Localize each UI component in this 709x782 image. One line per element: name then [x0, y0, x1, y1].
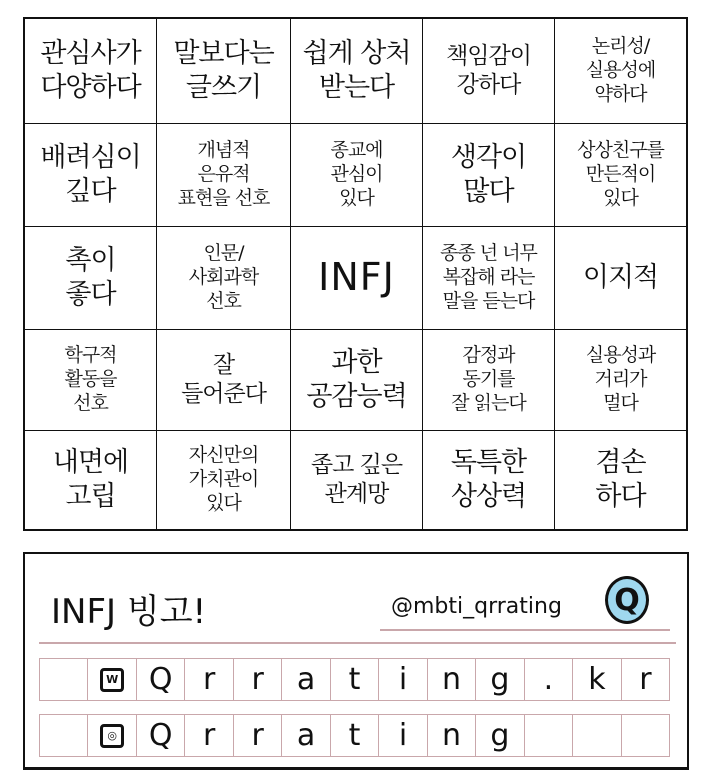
- bingo-cell[interactable]: [423, 124, 555, 227]
- letter-box: i: [379, 659, 427, 700]
- cell-line: 쉽게 상처: [302, 38, 411, 70]
- cell-line: 다양하다: [40, 72, 141, 103]
- cell-line: 있다: [206, 491, 241, 514]
- bingo-cell[interactable]: [423, 330, 555, 431]
- cell-line: 거리가: [594, 368, 647, 391]
- cell-line: 논리성/: [591, 35, 650, 58]
- bingo-cell[interactable]: [291, 124, 423, 227]
- cell-line: 종교에: [330, 139, 383, 162]
- letter-box: r: [234, 659, 282, 700]
- cell-line: 있다: [603, 186, 638, 209]
- cell-line: 내면에: [52, 447, 129, 479]
- letter-box: [525, 715, 573, 756]
- cell-line: 감정과: [462, 344, 515, 367]
- letter-box: r: [234, 715, 282, 756]
- bingo-cell[interactable]: [25, 330, 157, 431]
- bingo-cell[interactable]: [25, 227, 157, 330]
- letter-box: g: [476, 659, 524, 700]
- cell-line: 있다: [339, 186, 374, 209]
- bingo-cell[interactable]: [423, 431, 555, 529]
- letter-box: r: [185, 715, 233, 756]
- bingo-cell[interactable]: [423, 227, 555, 330]
- letter-box: .: [525, 659, 573, 700]
- letter-box: [88, 659, 136, 700]
- bingo-cell[interactable]: [555, 227, 686, 330]
- letter-box: [573, 715, 621, 756]
- cell-line: 들어준다: [181, 381, 266, 407]
- cell-line: 인문/: [203, 242, 244, 265]
- cell-line: 좋다: [65, 279, 116, 310]
- cell-line: 활동을: [64, 368, 117, 391]
- bingo-cell[interactable]: [25, 19, 157, 124]
- letter-box: t: [331, 659, 379, 700]
- letter-box: k: [573, 659, 621, 700]
- letter-box: [88, 715, 136, 756]
- letter-box: g: [476, 715, 524, 756]
- instagram-icon: ◎: [100, 724, 124, 748]
- letter-box: [40, 659, 88, 700]
- cell-line: 고립: [65, 481, 116, 512]
- cell-line: 좁고 깊은: [310, 452, 403, 479]
- cell-line: 책임감이: [446, 43, 531, 70]
- cell-line: 선호: [206, 289, 241, 312]
- cell-line: 자신만의: [188, 444, 259, 467]
- cell-line: 겸손: [595, 447, 646, 479]
- bingo-cell[interactable]: [25, 431, 157, 529]
- cell-line: 실용성과: [585, 344, 656, 367]
- cell-line: 멀다: [603, 391, 638, 414]
- letter-box: r: [185, 659, 233, 700]
- bingo-cell[interactable]: [555, 330, 686, 431]
- bingo-cell[interactable]: [157, 431, 291, 529]
- cell-line: 촉이: [65, 245, 116, 277]
- cell-line: 많다: [463, 176, 514, 207]
- bingo-cell[interactable]: [25, 124, 157, 227]
- letter-box: a: [282, 715, 330, 756]
- instagram-row: [39, 714, 670, 757]
- cell-line: 상상력: [450, 481, 527, 512]
- cell-line: 만든적이: [585, 163, 656, 186]
- cell-line: INFJ: [318, 255, 395, 300]
- cell-line: 선호: [73, 391, 108, 414]
- cell-line: 상상친구를: [577, 139, 664, 162]
- cell-line: 하다: [595, 481, 646, 512]
- cell-line: 가치관이: [188, 468, 259, 491]
- cell-line: 종종 넌 너무: [440, 242, 537, 265]
- letter-box: Q: [137, 715, 185, 756]
- cell-line: 개념적: [197, 139, 250, 162]
- bingo-cell[interactable]: [423, 19, 555, 124]
- letter-box: [40, 715, 88, 756]
- bingo-cell[interactable]: [291, 431, 423, 529]
- cell-line: 약하다: [594, 82, 647, 105]
- cell-line: 글쓰기: [185, 72, 262, 103]
- cell-line: 말보다는: [173, 38, 274, 70]
- cell-line: 배려심이: [40, 142, 141, 174]
- cell-line: 동기를: [462, 368, 515, 391]
- cell-line: 관심사가: [40, 38, 141, 70]
- cell-line: 공감능력: [306, 381, 407, 412]
- cell-line: 학구적: [64, 344, 117, 367]
- cell-line: 말을 듣는다: [442, 289, 535, 312]
- bingo-title: INFJ 빙고!: [51, 592, 207, 632]
- bingo-cell[interactable]: [555, 431, 686, 529]
- cell-line: 과한: [331, 347, 382, 379]
- footer-card: [23, 552, 689, 770]
- cell-line: 받는다: [318, 72, 395, 103]
- cell-line: 표현을 선호: [177, 186, 270, 209]
- letter-box: [622, 715, 670, 756]
- cell-line: 실용성에: [585, 59, 656, 82]
- divider: [39, 642, 676, 644]
- bingo-grid: [23, 17, 688, 531]
- bingo-cell[interactable]: [157, 330, 291, 431]
- cell-line: 복잡해 라는: [442, 266, 535, 289]
- letter-box: t: [331, 715, 379, 756]
- cell-line: 독특한: [450, 447, 527, 479]
- letter-box: a: [282, 659, 330, 700]
- bingo-cell[interactable]: [157, 19, 291, 124]
- cell-line: 이지적: [582, 262, 659, 294]
- cell-line: 생각이: [450, 142, 527, 174]
- cell-line: 잘 읽는다: [451, 391, 526, 414]
- letter-box: n: [428, 715, 476, 756]
- bingo-cell[interactable]: [291, 330, 423, 431]
- letter-box: n: [428, 659, 476, 700]
- handle-underline: [380, 629, 670, 631]
- letter-box: i: [379, 715, 427, 756]
- cell-line: 사회과학: [188, 266, 259, 289]
- cell-line: 잘: [212, 352, 235, 379]
- letter-box: r: [622, 659, 670, 700]
- bingo-cell[interactable]: [157, 227, 291, 330]
- cell-line: 은유적: [197, 163, 250, 186]
- website-row: [39, 658, 670, 701]
- bingo-cell[interactable]: [555, 19, 686, 124]
- bingo-cell[interactable]: [291, 227, 423, 330]
- cell-line: 강하다: [456, 72, 521, 98]
- letter-box: Q: [137, 659, 185, 700]
- bingo-cell[interactable]: [555, 124, 686, 227]
- bingo-cell[interactable]: [157, 124, 291, 227]
- cell-line: 관계망: [324, 481, 389, 507]
- qrating-logo: Q: [605, 576, 649, 624]
- bingo-cell[interactable]: [291, 19, 423, 124]
- cell-line: 관심이: [330, 163, 383, 186]
- instagram-handle: @mbti_qrrating: [391, 594, 562, 619]
- website-icon: W: [100, 668, 124, 692]
- cell-line: 깊다: [65, 176, 116, 207]
